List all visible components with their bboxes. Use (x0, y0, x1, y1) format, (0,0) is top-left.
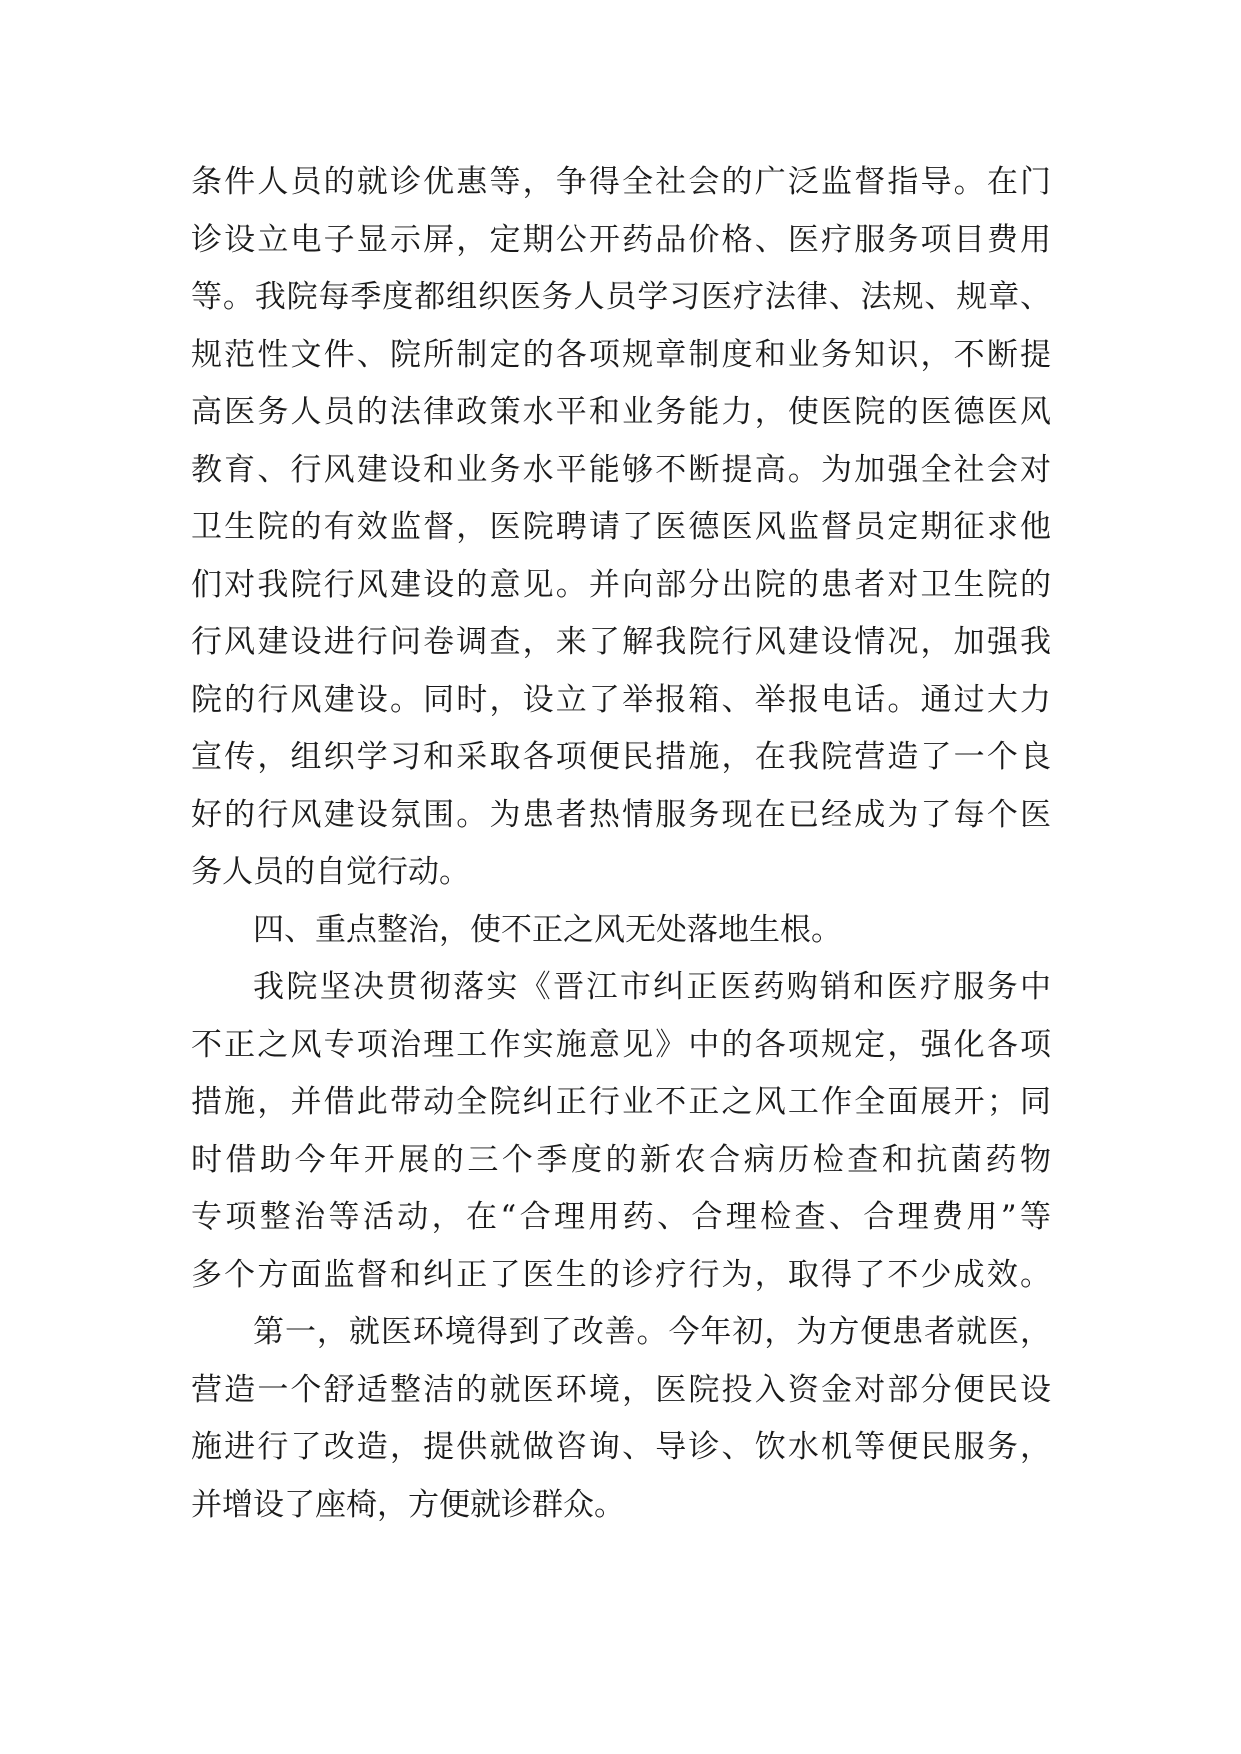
text-line: 措施，并借此带动全院纠正行业不正之风工作全面展开；同 (191, 1084, 1051, 1120)
text-line: 条件人员的就诊优惠等，争得全社会的广泛监督指导。在门 (191, 164, 1051, 200)
text-line: 等。我院每季度都组织医务人员学习医疗法律、法规、规章、 (191, 279, 1051, 315)
text-line: 多个方面监督和纠正了医生的诊疗行为，取得了不少成效。 (191, 1256, 1051, 1293)
text-line: 院的行风建设。同时，设立了举报箱、举报电话。通过大力 (191, 681, 1051, 718)
text-line: 专项整治等活动，在“合理用药、合理检查、合理费用”等 (191, 1199, 1051, 1235)
text-line: 施进行了改造，提供就做咨询、导诊、饮水机等便民服务， (191, 1429, 1051, 1465)
text-line: 卫生院的有效监督，医院聘请了医德医风监督员定期征求他 (191, 509, 1051, 545)
text-line: 诊设立电子显示屏，定期公开药品价格、医疗服务项目费用 (191, 221, 1051, 258)
text-line: 宣传，组织学习和采取各项便民措施，在我院营造了一个良 (191, 739, 1051, 775)
text-line: 高医务人员的法律政策水平和业务能力，使医院的医德医风 (191, 394, 1051, 430)
text-line: 教育、行风建设和业务水平能够不断提高。为加强全社会对 (191, 451, 1051, 488)
text-line: 时借助今年开展的三个季度的新农合病历检查和抗菌药物 (191, 1141, 1051, 1178)
text-line: 务人员的自觉行动。 (191, 854, 470, 890)
text-line: 们对我院行风建设的意见。并向部分出院的患者对卫生院的 (191, 566, 1051, 603)
text-line: 行风建设进行问卷调查，来了解我院行风建设情况，加强我 (191, 624, 1051, 660)
text-line: 不正之风专项治理工作实施意见》中的各项规定，强化各项 (191, 1026, 1051, 1063)
text-line: 第一，就医环境得到了改善。今年初，为方便患者就医， (253, 1314, 1051, 1350)
text-line: 营造一个舒适整洁的就医环境，医院投入资金对部分便民设 (191, 1371, 1051, 1408)
text-line: 规范性文件、院所制定的各项规章制度和业务知识，不断提 (191, 336, 1051, 373)
text-line: 四、重点整治，使不正之风无处落地生根。 (253, 911, 842, 948)
body-text (191, 154, 1051, 1534)
text-line: 好的行风建设氛围。为患者热情服务现在已经成为了每个医 (191, 796, 1051, 833)
text-line: 我院坚决贯彻落实《晋江市纠正医药购销和医疗服务中 (253, 969, 1051, 1005)
text-line: 并增设了座椅，方便就诊群众。 (191, 1486, 625, 1523)
